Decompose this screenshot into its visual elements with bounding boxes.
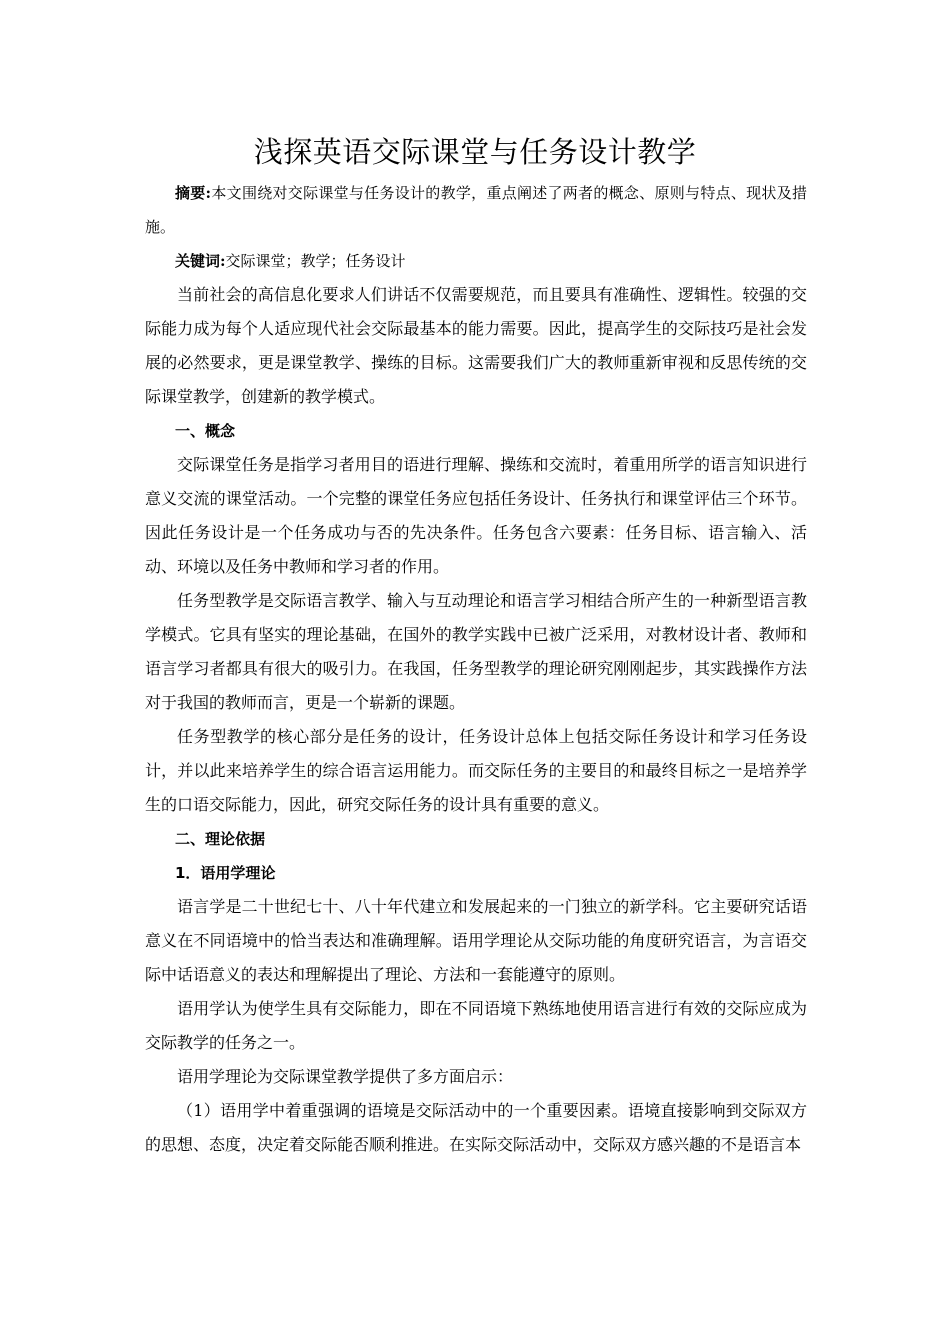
pragmatics-paragraph-3: 语用学理论为交际课堂教学提供了多方面启示： xyxy=(177,1067,514,1086)
concept-paragraph-2: 任务型教学是交际语言教学、输入与互动理论和语言学习相结合所产生的一种新型语言教学模式。它具有坚实的理论基础，在国外的教学实践中已被广泛采用，对教材设计者、教师和语言学习者都具有很大的吸引力。在我国，任务型教学的理论研究刚刚起步，其实践操作方法对于我国的教师而言，更是一个崭新的课题。 xyxy=(145,591,807,712)
abstract-label: 摘要: xyxy=(175,184,212,202)
document-body xyxy=(145,176,807,1162)
subsection-heading-pragmatics: 1．语用学理论 xyxy=(175,864,276,882)
abstract xyxy=(145,176,807,244)
document-title: 浅探英语交际课堂与任务设计教学 xyxy=(253,135,697,169)
intro-paragraph: 当前社会的高信息化要求人们讲话不仅需要规范，而且要具有准确性、逻辑性。较强的交际能力成为每个人适应现代社会交际最基本的能力需要。因此，提高学生的交际技巧是社会发展的必然要求，更是课堂教学、操练的目标。这需要我们广大的教师重新审视和反思传统的交际课堂教学，创建新的教学模式。 xyxy=(145,285,807,406)
pragmatics-paragraph-1: 语言学是二十世纪七十、八十年代建立和发展起来的一门独立的新学科。它主要研究话语意义在不同语境中的恰当表达和准确理解。语用学理论从交际功能的角度研究语言，为言语交际中话语意义的表达和理解提出了理论、方法和一套能遵守的原则。 xyxy=(145,897,807,984)
abstract-text: 本文围绕对交际课堂与任务设计的教学，重点阐述了两者的概念、原则与特点、现状及措施。 xyxy=(145,184,807,236)
section-heading-concept: 一、概念 xyxy=(175,422,236,440)
keywords-label: 关键词: xyxy=(175,252,226,270)
keywords-text: 交际课堂；教学；任务设计 xyxy=(225,252,406,270)
keywords xyxy=(145,244,807,278)
concept-paragraph-1: 交际课堂任务是指学习者用目的语进行理解、操练和交流时，着重用所学的语言知识进行意义交流的课堂活动。一个完整的课堂任务应包括任务设计、任务执行和课堂评估三个环节。因此任务设计是一个任务成功与否的先决条件。任务包含六要素：任务目标、语言输入、活动、环境以及任务中教师和学习者的作用。 xyxy=(145,455,807,576)
pragmatics-paragraph-2: 语用学认为使学生具有交际能力，即在不同语境下熟练地使用语言进行有效的交际应成为交际教学的任务之一。 xyxy=(145,999,807,1052)
pragmatics-paragraph-4: （1）语用学中着重强调的语境是交际活动中的一个重要因素。语境直接影响到交际双方的思想、态度，决定着交际能否顺利推进。在实际交际活动中，交际双方感兴趣的不是语言本 xyxy=(145,1101,807,1154)
section-heading-theory: 二、理论依据 xyxy=(175,830,266,848)
concept-paragraph-3: 任务型教学的核心部分是任务的设计，任务设计总体上包括交际任务设计和学习任务设计，并以此来培养学生的综合语言运用能力。而交际任务的主要目的和最终目标之一是培养学生的口语交际能力，因此，研究交际任务的设计具有重要的意义。 xyxy=(145,727,807,814)
